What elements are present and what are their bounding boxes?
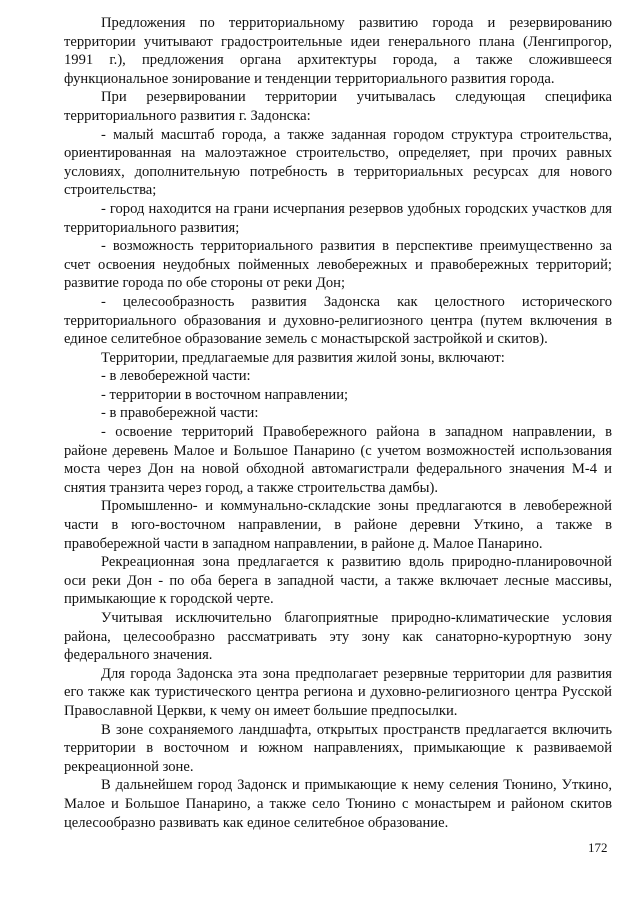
list-item-reserves-exhausted: - город находится на грани исчерпания резервов удобных городских участков для территориального развития; (64, 200, 612, 236)
list-item-right-bank: - в правобережной части: (101, 405, 259, 422)
paragraph-landscape-zone: В зоне сохраняемого ландшафта, открытых пространств предлагается включить территории в восточном и южном направлениях, примыкающие к развиваемой рекреационной зоне. (64, 721, 612, 775)
paragraph-residential-zone: Территории, предлагаемые для развития жилой зоны, включают: (101, 349, 505, 366)
paragraph-sanatorium-zone: Учитывая исключительно благоприятные природно-климатические условия района, целесообразно рассматривать эту зону как санаторно-курортную зону федерального значения. (64, 610, 612, 664)
paragraph-reservation-specifics: При резервировании территории учитывалась следующая специфика территориального развития г. Задонска: (64, 89, 612, 124)
paragraph-tourism-center: Для города Задонска эта зона предполагает резервные территории для развития его также как туристического центра региона и духовно-религиозного центра Русской Православной Церкви, к чему он имеет большие предпосылки. (64, 665, 612, 719)
paragraph-proposals: Предложения по территориальному развитию города и резервированию территории учитывают градостроительные идеи генерального плана (Ленгипрогор, 1991 г.), предложения органа архитектуры города, а также сложившееся функциональное зонирование и тенденции территориального развития города. (64, 15, 612, 87)
paragraph-future-settlement: В дальнейшем город Задонск и примыкающие к нему селения Тюнино, Уткино, Малое и Большое Панарино, а также село Тюнино с монастырем и районом скитов целесообразно развивать как единое селитебное образование. (64, 777, 612, 831)
list-item-small-scale: - малый масштаб города, а также заданная городом структура строительства, ориентированная на малоэтажное строительство, определяет, при прочих равных условиях, дополнительную потребность в территориальных ресурсах для нового строительства; (64, 126, 612, 199)
list-item-floodplain-development: - возможность территориального развития в перспективе преимущественно за счет освоения неудобных пойменных левобережных и правобережных территорий; развитие города по обе стороны от реки Дон; (64, 238, 612, 292)
paragraph-industrial-zones: Промышленно- и коммунально-складские зоны предлагаются в левобережной части в юго-восточном направлении, в районе деревни Уткино, а также в правобережной части в западном направлении, в районе д. Малое Панарино. (64, 498, 612, 552)
list-item-left-bank: - в левобережной части: (101, 368, 251, 385)
paragraph-recreation-zone: Рекреационная зона предлагается к развитию вдоль природно-планировочной оси реки Дон - по оба берега в западной части, а также включает лесные массивы, примыкающие к городской черте. (64, 554, 612, 608)
list-item-east-territories: - территории в восточном направлении; (101, 386, 349, 403)
list-item-historic-center: - целесообразность развития Задонска как целостного исторического территориального образования и духовно-религиозного центра (путем включения в единое селитебное образование земель с монастырской застройкой и скитов). (64, 293, 612, 348)
document-body (64, 14, 612, 832)
page-number: 172 (588, 840, 608, 855)
list-item-right-bank-development: - освоение территорий Правобережного района в западном направлении, в районе деревень Малое и Большое Панарино (с учетом возможностей использования моста через Дон на новой обходной автомагистрали федерального значения М-4 и снятия транзита через город, а также строительства дамбы). (64, 424, 612, 496)
